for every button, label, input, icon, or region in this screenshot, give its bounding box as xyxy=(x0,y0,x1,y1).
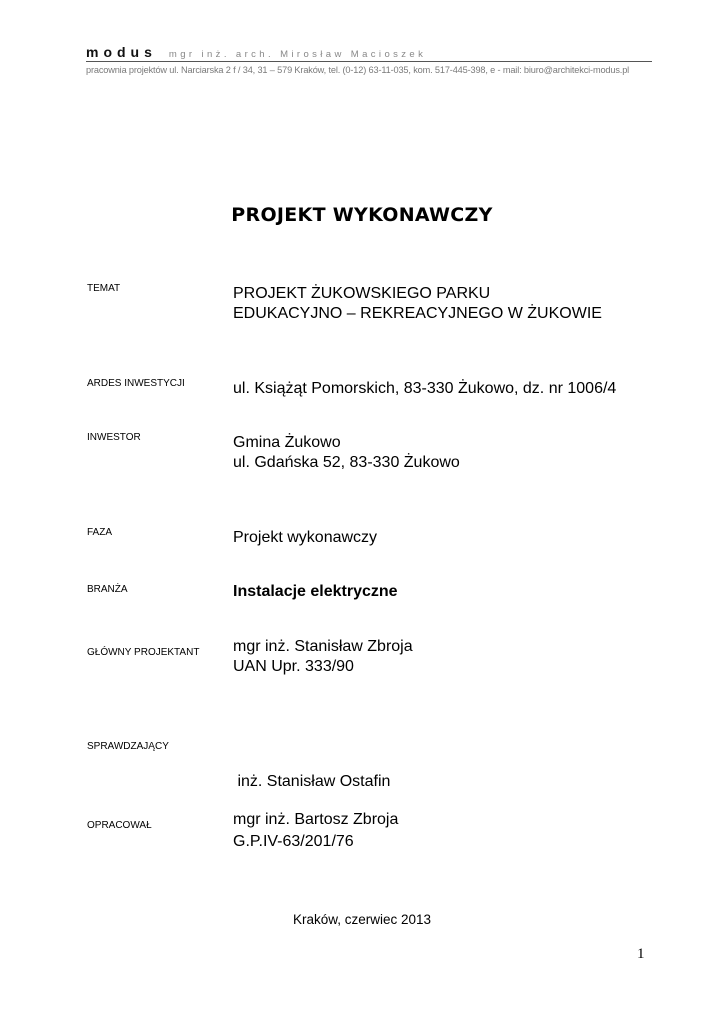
branza-line-1: Instalacje elektryczne xyxy=(233,583,398,600)
field-label-opracowal: OPRACOWAŁ xyxy=(87,820,152,831)
letterhead-divider xyxy=(86,61,652,62)
temat-line-1: PROJEKT ŻUKOWSKIEGO PARKU xyxy=(233,285,491,302)
opracowal-line-1: mgr inż. Bartosz Zbroja xyxy=(233,811,399,828)
field-value-faza xyxy=(233,528,377,548)
letterhead xyxy=(86,44,652,75)
field-label-projektant: GŁÓWNY PROJEKTANT xyxy=(87,647,200,658)
field-value-inwestor xyxy=(233,433,460,473)
temat-line-2: EDUKACYJNO – REKREACYJNEGO W ŻUKOWIE xyxy=(233,305,602,322)
sprawdzajacy-line-2: G.P.IV-63/201/76 xyxy=(233,833,354,850)
document-title: PROJEKT WYKONAWCZY xyxy=(231,204,493,226)
field-value-projektant xyxy=(233,637,413,677)
sprawdzajacy-line-1: inż. Stanisław Ostafin xyxy=(233,773,391,790)
inwestor-line-1: Gmina Żukowo xyxy=(233,434,341,451)
inwestor-line-2: ul. Gdańska 52, 83-330 Żukowo xyxy=(233,454,460,471)
field-label-faza: FAZA xyxy=(87,527,113,538)
field-value-temat xyxy=(233,284,602,324)
field-value-branza xyxy=(233,582,398,602)
architect-name: mgr inż. arch. Mirosław Macioszek xyxy=(168,49,427,60)
field-value-opracowal xyxy=(233,810,398,830)
field-label-adres: ARDES INWESTYCJI xyxy=(87,378,185,389)
projektant-line-2: UAN Upr. 333/90 xyxy=(233,658,354,675)
letterhead-top xyxy=(86,44,652,61)
company-address: pracownia projektów ul. Narciarska 2 f / 34, 31 – 579 Kraków, tel. (0-12) 63-11-035, kom. 517-445-398, e - mail: biuro@architekci-modus.pl xyxy=(86,65,630,75)
field-label-temat: TEMAT xyxy=(87,283,121,294)
faza-line-1: Projekt wykonawczy xyxy=(233,529,378,546)
page-number: 1 xyxy=(637,946,645,962)
projektant-line-1: mgr inż. Stanisław Zbroja xyxy=(233,638,413,655)
company-logo: modus xyxy=(86,44,157,60)
field-label-branza: BRANŻA xyxy=(87,584,128,595)
place-and-date: Kraków, czerwiec 2013 xyxy=(292,912,432,927)
field-label-sprawdzajacy: SPRAWDZAJĄCY xyxy=(87,741,169,752)
field-label-inwestor: INWESTOR xyxy=(87,432,141,443)
field-value-adres xyxy=(233,379,616,399)
field-value-sprawdzajacy xyxy=(233,732,390,872)
adres-line-1: ul. Książąt Pomorskich, 83-330 Żukowo, dz. nr 1006/4 xyxy=(233,380,617,397)
